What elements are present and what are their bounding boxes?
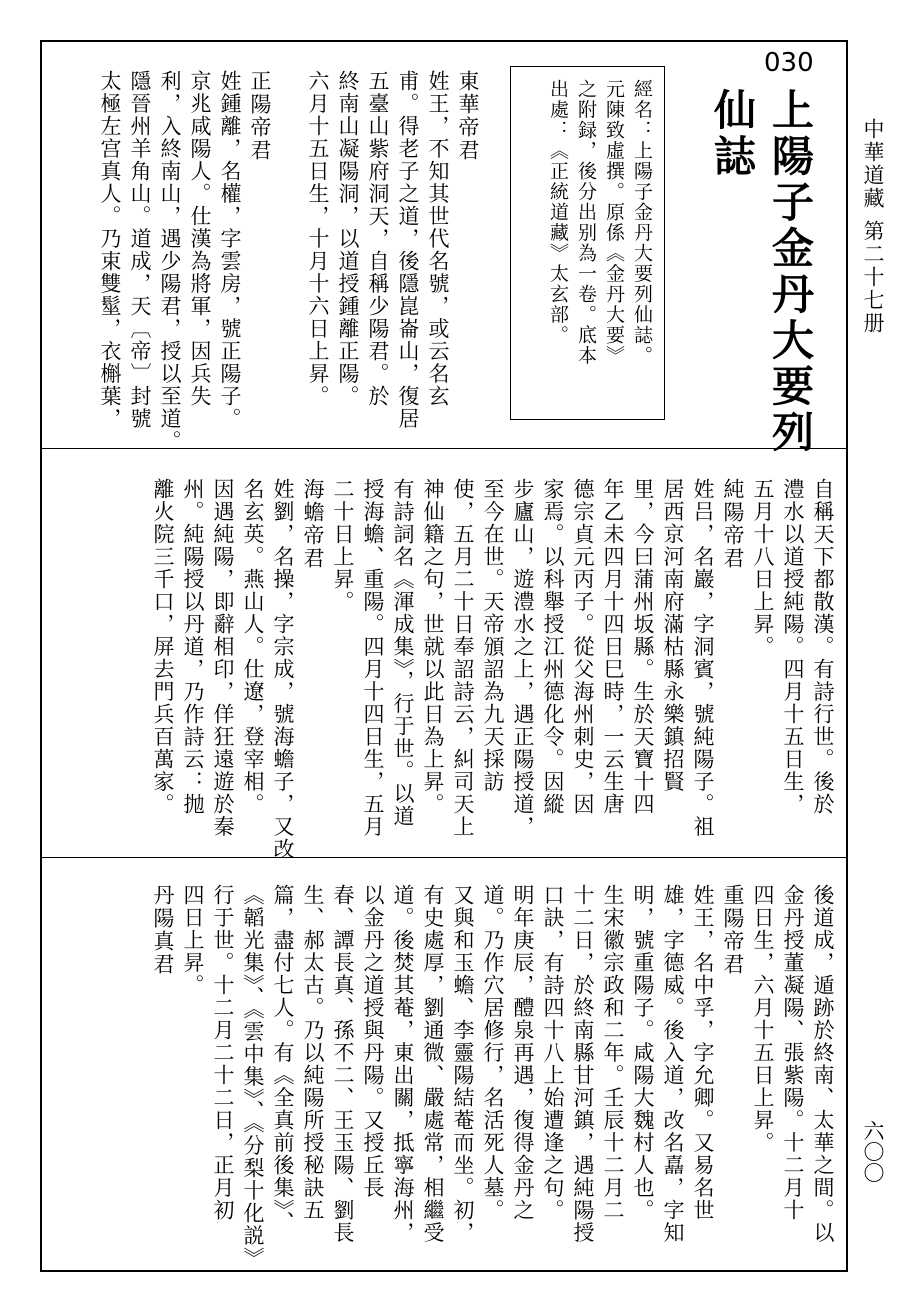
text-line: 自稱天下都散漢。有詩行世。後於 [811, 478, 835, 816]
text-line: 生宋徽宗政和二年。壬辰十二月二 [601, 884, 625, 1222]
text-line: 澧水以道授純陽。四月十五日生， [781, 478, 805, 816]
zheng-yang-section [95, 70, 275, 453]
chong-yang-heading: 重陽帝君 [721, 884, 745, 976]
note-text [544, 79, 656, 366]
text-line: 六月十五日生，十月十六日上昇。 [306, 70, 330, 408]
note-box [510, 66, 665, 420]
bottom-section [148, 884, 838, 1270]
text-line: 《韜光集》、《雲中集》、《分梨十化説》 [241, 884, 265, 1270]
text-line: 使，五月二十日奉詔詩云，糾司天上 [451, 478, 475, 838]
text-line: 生、郝太古。乃以純陽所授秘訣五 [301, 884, 325, 1222]
text-line: 授海蟾、重陽。四月十四日生，五月 [361, 478, 385, 838]
page-number: 六〇〇 [861, 1120, 885, 1183]
text-line: 口訣，有詩四十八上始遭逢之句。 [541, 884, 565, 1222]
document-title-line-1: 上陽子金丹大要列 [766, 88, 815, 456]
text-line: 甫。得老子之道，後隱崑崙山，復居 [396, 70, 420, 430]
dong-hua-heading: 東華帝君 [456, 70, 480, 162]
text-line: 里，今曰蒲州坂縣。生於天寶十四 [631, 478, 655, 816]
text-line: 姓劉，名操，字宗成，號海蟾子，又改 [271, 478, 295, 861]
text-line: 五臺山紫府洞天，自稱少陽君。於 [366, 70, 390, 408]
text-line: 名玄英。燕山人。仕遼，登宰相。 [241, 478, 265, 816]
text-line: 利，入終南山，遇少陽君，授以至道。 [158, 70, 182, 453]
text-line: 神仙籍之句，世就以此日為上昇。 [421, 478, 445, 816]
dong-hua-section [303, 70, 483, 430]
text-line: 年乙未四月十四日巳時，一云生唐 [601, 478, 625, 816]
text-line: 家焉。以科舉授江州德化令。因縱 [541, 478, 565, 816]
text-line: 後道成，遁跡於終南、太華之間。以 [811, 884, 835, 1244]
text-line: 姓王，名中孚，字允卿。又易名世 [691, 884, 715, 1222]
text-line: 姓鍾離，名權，字雲房，號正陽子。 [218, 70, 242, 430]
text-line: 四日生，六月十五日上昇。 [751, 884, 775, 1154]
note-line: 元陳致虛撰。原係《金丹大要》 [603, 79, 625, 366]
text-line: 道。乃作穴居修行，名活死人墓。 [481, 884, 505, 1222]
text-line: 以金丹之道授與丹陽。又授丘長 [361, 884, 385, 1199]
document-number: 030 [764, 48, 814, 78]
note-line: 之附録，後分出别為一卷。底本 [575, 79, 597, 366]
text-line: 隱晉州羊角山。道成，天〔帝〕封號 [128, 70, 152, 430]
hai-chan-heading: 海蟾帝君 [301, 478, 325, 570]
text-line: 十二日，於終南縣甘河鎮，遇純陽授 [571, 884, 595, 1244]
text-line: 因遇純陽，即辭相印，佯狂遠遊於秦 [211, 478, 235, 838]
text-line: 至今在世。天帝頒詔為九天採訪 [481, 478, 505, 793]
text-line: 步廬山，遊澧水之上，遇正陽授道， [511, 478, 535, 838]
text-line: 二十日上昇。 [331, 478, 355, 613]
text-line: 太極左宫真人。乃束雙髽，衣槲葉， [98, 70, 122, 430]
text-line: 姓王，不知其世代名號，或云名玄 [426, 70, 450, 408]
text-line: 姓吕，名巖，字洞賓，號純陽子。祖 [691, 478, 715, 838]
text-line: 四日上昇。 [181, 884, 205, 997]
text-line: 金丹授董凝陽、張紫陽。十二月十 [781, 884, 805, 1222]
text-line: 篇，盡付七人。有《全真前後集》、 [271, 884, 295, 1234]
margin-volume: 第二十七册 [861, 220, 885, 335]
text-line: 五月十八日上昇。 [751, 478, 775, 658]
text-line: 有史處厚，劉通微、嚴處常，相繼受 [421, 884, 445, 1244]
text-line: 德宗貞元丙子。從父海州刺史，因 [571, 478, 595, 816]
text-line: 明年庚辰，醴泉再遇，復得金丹之 [511, 884, 535, 1222]
note-line: 經名：上陽子金丹大要列仙誌。 [631, 79, 653, 366]
note-line: 出處：《正統道藏》太玄部。 [547, 79, 569, 346]
text-line: 終南山凝陽洞，以道授鍾離正陽。 [336, 70, 360, 408]
text-line: 明，號重陽子。咸陽大魏村人也。 [631, 884, 655, 1222]
margin-book-title: 中華道藏 [861, 118, 885, 210]
text-line: 行于世。十二月二十二日，正月初 [211, 884, 235, 1222]
text-line: 居西京河南府滿枯縣永樂鎮招賢 [661, 478, 685, 793]
text-line: 有詩詞名《渾成集》，行于世。以道 [391, 478, 415, 828]
document-title-line-2: 仙誌 [708, 88, 757, 180]
text-line: 又與和玉蟾、李靈陽結菴而坐。初， [451, 884, 475, 1244]
chun-yang-heading: 純陽帝君 [721, 478, 745, 570]
middle-section [148, 478, 838, 861]
text-line: 離火院三千口，屏去門兵百萬家。 [151, 478, 175, 816]
dan-yang-heading: 丹陽真君 [151, 884, 175, 976]
text-line: 春、譚長真、孫不二、王玉陽、劉長 [331, 884, 355, 1244]
text-line: 道。後焚其菴，東出關，抵寧海州， [391, 884, 415, 1244]
text-line: 州。純陽授以丹道，乃作詩云：抛 [181, 478, 205, 816]
text-line: 雄，字德威。後入道，改名嚞，字知 [661, 884, 685, 1244]
text-line: 京兆咸陽人。仕漢為將軍，因兵失 [188, 70, 212, 408]
zheng-yang-heading: 正陽帝君 [248, 70, 272, 162]
